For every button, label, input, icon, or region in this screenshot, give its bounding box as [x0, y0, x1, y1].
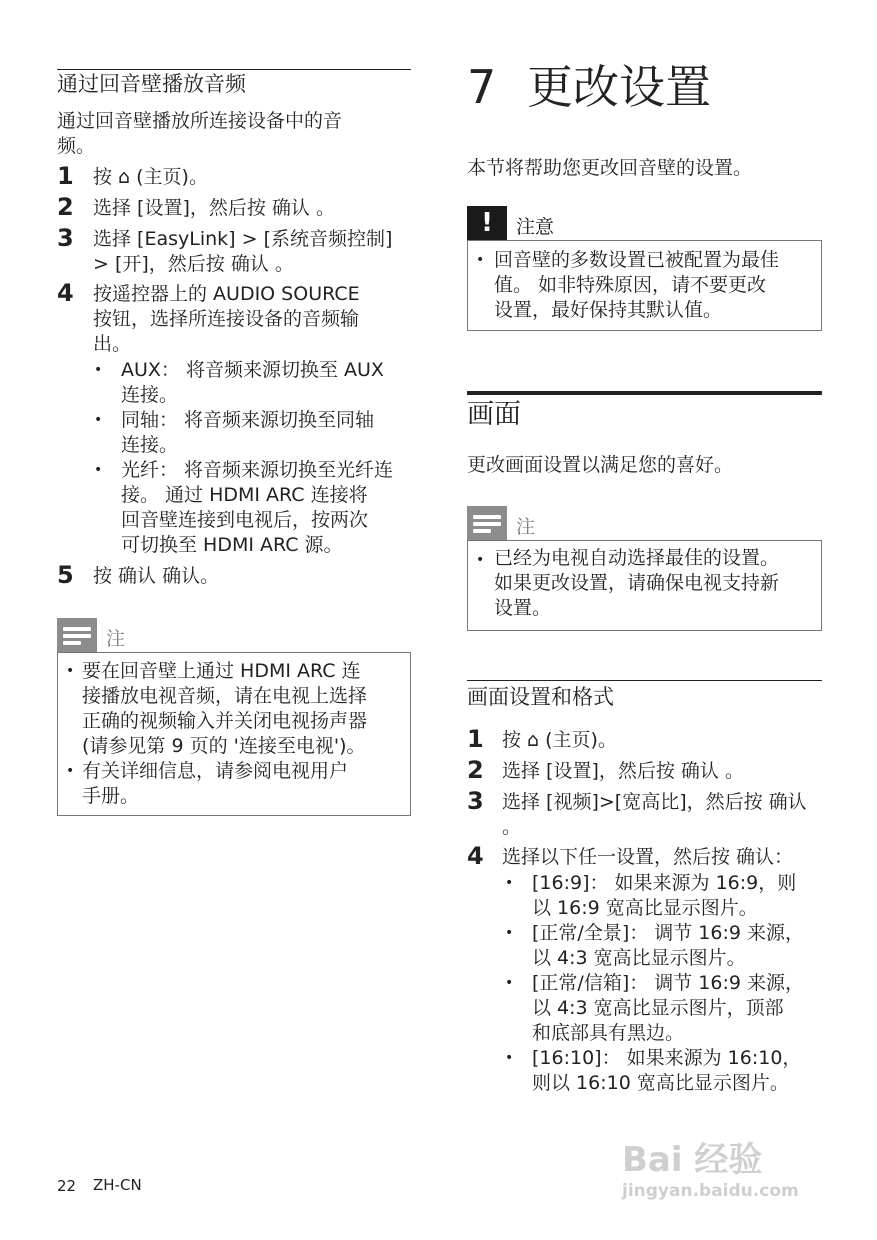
step-number: 3 [57, 224, 74, 252]
step-text: 按钮，选择所连接设备的音频输 [93, 308, 360, 330]
bullet-text: 以 16:9 宽高比显示图片。 [532, 897, 758, 919]
heading-rule [467, 391, 822, 395]
caution-text: 设置，最好保持其默认值。 [494, 299, 723, 321]
caution-label: 注意 [516, 216, 555, 238]
bullet-dot: • [94, 362, 103, 378]
step-text: 选择 [设置]，然后按 确认 。 [502, 760, 744, 782]
bullet-dot: • [476, 252, 485, 268]
bullet-dot: • [66, 763, 75, 779]
bullet-text: [16:9]： 如果来源为 16:9，则 [532, 872, 797, 894]
bullet-text: 同轴： 将音频来源切换至同轴 [121, 409, 375, 431]
chapter-intro: 本节将帮助您更改回音壁的设置。 [467, 157, 753, 179]
bullet-dot: • [94, 412, 103, 428]
step-text: > [开]，然后按 确认 。 [93, 253, 294, 275]
note-text: 要在回音壁上通过 HDMI ARC 连 [82, 660, 361, 682]
step-number: 4 [467, 842, 484, 870]
step-number: 4 [57, 279, 74, 307]
note-text: 接播放电视音频，请在电视上选择 [82, 685, 368, 707]
picture-heading: 画面 [467, 399, 521, 430]
bullet-text: 和底部具有黑边。 [532, 1022, 685, 1044]
bullet-text: 则以 16:10 宽高比显示图片。 [532, 1072, 789, 1094]
step-text: 选择以下任一设置，然后按 确认： [502, 846, 794, 868]
note-label: 注 [516, 516, 536, 538]
bullet-text: 接。 通过 HDMI ARC 连接将 [121, 484, 368, 506]
picture-intro: 更改画面设置以满足您的喜好。 [467, 454, 734, 476]
section-rule [467, 680, 822, 681]
bullet-dot: • [505, 875, 514, 891]
bullet-text: [16:10]： 如果来源为 16:10， [532, 1047, 802, 1069]
step-number: 2 [57, 193, 74, 221]
note-text: 设置。 [494, 597, 552, 619]
step-number: 5 [57, 561, 74, 589]
bullet-dot: • [505, 975, 514, 991]
page-number: 22 [57, 1177, 77, 1195]
bullet-text: 光纤： 将音频来源切换至光纤连 [121, 459, 394, 481]
chapter-number: 7 [467, 60, 497, 114]
bullet-text: [正常/全景]： 调节 16:9 来源， [532, 922, 805, 944]
step-number: 3 [467, 787, 484, 815]
bullet-text: 以 4:3 宽高比显示图片，顶部 [532, 997, 784, 1019]
intro-line-1: 通过回音壁播放所连接设备中的音 [57, 110, 343, 132]
section-title: 通过回音壁播放音频 [57, 72, 246, 96]
intro-line-2: 频。 [57, 135, 96, 157]
chapter-title: 更改设置 [527, 60, 711, 114]
format-title: 画面设置和格式 [467, 685, 614, 709]
language-code: ZH-CN [93, 1176, 142, 1194]
bullet-text: 可切换至 HDMI ARC 源。 [121, 534, 343, 556]
step-text: 选择 [设置]，然后按 确认 。 [93, 197, 335, 219]
step-text: 。 [502, 816, 522, 838]
note-text: 已经为电视自动选择最佳的设置。 [494, 547, 780, 569]
note-text: (请参见第 9 页的 '连接至电视')。 [82, 735, 366, 757]
step-number: 2 [467, 756, 484, 784]
step-text: 按 ⌂ (主页)。 [93, 166, 208, 188]
caution-text: 值。 如非特殊原因，请不要更改 [494, 274, 767, 296]
note-text: 手册。 [82, 785, 140, 807]
caution-icon: ! [467, 206, 507, 240]
caution-text: 回音壁的多数设置已被配置为最佳 [494, 249, 780, 271]
step-text: 选择 [EasyLink] > [系统音频控制] [93, 228, 393, 250]
watermark-logo: Bai 经验 [622, 1140, 763, 1180]
step-text: 按遥控器上的 AUDIO SOURCE [93, 283, 360, 305]
note-text: 正确的视频输入并关闭电视扬声器 [82, 710, 368, 732]
note-text: 有关详细信息，请参阅电视用户 [82, 760, 349, 782]
bullet-text: 回音壁连接到电视后，按两次 [121, 509, 369, 531]
note-label: 注 [106, 628, 126, 650]
bullet-dot: • [505, 925, 514, 941]
step-text: 选择 [视频]>[宽高比]，然后按 确认 [502, 791, 807, 813]
note-text: 如果更改设置，请确保电视支持新 [494, 572, 780, 594]
bullet-text: 连接。 [121, 434, 179, 456]
step-text: 按 ⌂ (主页)。 [502, 729, 617, 751]
note-icon [467, 506, 507, 540]
bullet-dot: • [476, 552, 485, 568]
bullet-dot: • [505, 1050, 514, 1066]
bullet-text: 连接。 [121, 384, 179, 406]
bullet-text: AUX： 将音频来源切换至 AUX [121, 359, 384, 381]
note-icon [57, 618, 97, 652]
bullet-text: 以 4:3 宽高比显示图片。 [532, 947, 746, 969]
bullet-dot: • [94, 462, 103, 478]
bullet-dot: • [66, 663, 75, 679]
step-text: 出。 [93, 333, 132, 355]
step-number: 1 [467, 725, 484, 753]
bullet-text: [正常/信箱]： 调节 16:9 来源， [532, 972, 805, 994]
watermark-url: jingyan.baidu.com [622, 1181, 799, 1201]
step-number: 1 [57, 162, 74, 190]
step-text: 按 确认 确认。 [93, 565, 220, 587]
